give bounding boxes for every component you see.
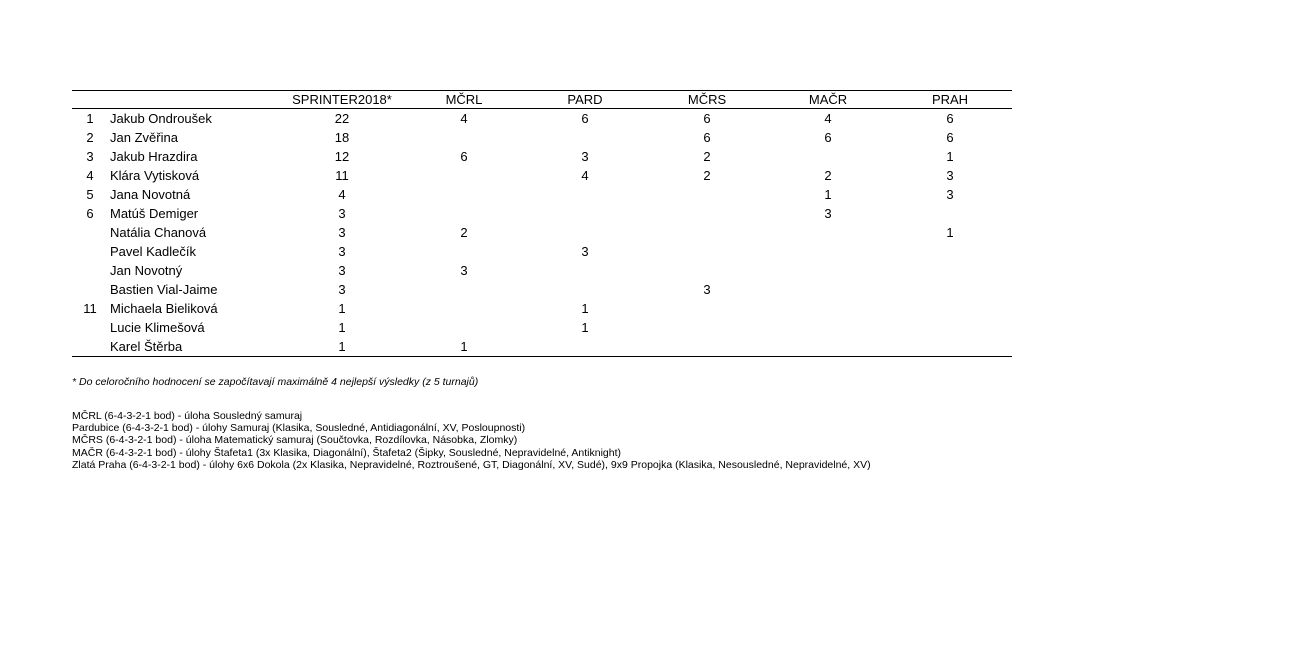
prah-cell: 6 <box>946 130 954 145</box>
mcrl-cell: 1 <box>460 339 468 354</box>
rank-cell <box>72 280 108 299</box>
mcrl-cell <box>404 242 524 261</box>
mcrs-cell <box>646 261 768 280</box>
macr-cell: 1 <box>824 187 832 202</box>
competitor-name: Jana Novotná <box>110 187 191 202</box>
standings-table <box>72 90 1012 357</box>
mcrs-cell <box>646 318 768 337</box>
mcrs-cell: 2 <box>703 168 711 183</box>
mcrs-cell: 3 <box>703 282 711 297</box>
mcrs-cell: 6 <box>703 130 711 145</box>
competitor-name: Michaela Bieliková <box>110 301 218 316</box>
legend-item-macr: MAČR (6-4-3-2-1 bod) - úlohy Štafeta1 (3x Klasika, Diagonální), Štafeta2 (Šipky, Sousledné, Nepravidelné, Antiknight) <box>72 446 621 459</box>
competitor-name: Matúš Demiger <box>110 206 199 221</box>
prah-cell: 1 <box>946 149 954 164</box>
table-row <box>72 204 1012 223</box>
total-cell: 3 <box>338 282 346 297</box>
mcrl-cell: 3 <box>460 263 468 278</box>
competitor-name: Klára Vytisková <box>110 168 200 183</box>
pard-cell: 3 <box>581 244 589 259</box>
prah-cell <box>888 242 1012 261</box>
table-row <box>72 166 1012 185</box>
rank-cell <box>72 223 108 242</box>
tournament-legend <box>72 410 871 471</box>
header-sprinter2018: SPRINTER2018* <box>280 91 404 109</box>
table-row <box>72 299 1012 318</box>
competitor-name: Jan Novotný <box>110 263 183 278</box>
competitor-name: Karel Štěrba <box>110 339 183 354</box>
macr-cell <box>768 318 888 337</box>
rank-cell: 3 <box>86 149 94 164</box>
macr-cell <box>768 337 888 357</box>
macr-cell <box>768 280 888 299</box>
total-cell: 1 <box>338 339 346 354</box>
pard-cell: 1 <box>581 320 589 335</box>
macr-cell: 4 <box>824 111 832 126</box>
rank-cell <box>72 318 108 337</box>
rank-cell <box>72 261 108 280</box>
mcrs-cell <box>646 299 768 318</box>
pard-cell: 4 <box>581 168 589 183</box>
total-cell: 22 <box>334 111 350 126</box>
prah-cell: 3 <box>946 168 954 183</box>
prah-cell <box>888 337 1012 357</box>
total-cell: 18 <box>334 130 350 145</box>
pard-cell <box>524 337 646 357</box>
mcrs-cell <box>646 242 768 261</box>
pard-cell <box>524 185 646 204</box>
mcrl-cell <box>404 128 524 147</box>
rank-cell: 6 <box>86 206 94 221</box>
table-row <box>72 128 1012 147</box>
rank-cell: 5 <box>86 187 94 202</box>
competitor-name: Pavel Kadlečík <box>110 244 196 259</box>
header-mcrs: MČRS <box>646 91 768 109</box>
macr-cell <box>768 261 888 280</box>
pard-cell <box>524 280 646 299</box>
mcrl-cell: 4 <box>460 111 468 126</box>
prah-cell: 1 <box>946 225 954 240</box>
legend-item-mcrl: MČRL (6-4-3-2-1 bod) - úloha Sousledný samuraj <box>72 410 303 422</box>
pard-cell <box>524 204 646 223</box>
competitor-name: Lucie Klimešová <box>110 320 205 335</box>
total-cell: 12 <box>334 149 350 164</box>
header-row <box>72 91 1012 109</box>
competitor-name: Bastien Vial-Jaime <box>110 282 218 297</box>
mcrl-cell <box>404 299 524 318</box>
legend-item-mcrs: MČRS (6-4-3-2-1 bod) - úloha Matematický samuraj (Součtovka, Rozdílovka, Násobka, Zlomky) <box>72 434 518 447</box>
rank-cell: 1 <box>86 111 94 126</box>
mcrs-cell <box>646 337 768 357</box>
competitor-name: Jakub Hrazdira <box>110 149 198 164</box>
header-rank <box>72 91 108 109</box>
rank-cell: 2 <box>86 130 94 145</box>
table-row <box>72 147 1012 166</box>
macr-cell <box>768 242 888 261</box>
prah-cell <box>888 261 1012 280</box>
macr-cell: 3 <box>824 206 832 221</box>
prah-cell: 6 <box>946 111 954 126</box>
mcrl-cell: 2 <box>460 225 468 240</box>
mcrs-cell <box>646 223 768 242</box>
macr-cell <box>768 299 888 318</box>
total-cell: 3 <box>338 225 346 240</box>
macr-cell <box>768 223 888 242</box>
header-prah: PRAH <box>888 91 1012 109</box>
pard-cell <box>524 128 646 147</box>
table-row <box>72 242 1012 261</box>
prah-cell <box>888 318 1012 337</box>
mcrs-cell <box>646 185 768 204</box>
legend-item-pardubice: Pardubice (6-4-3-2-1 bod) - úlohy Samuraj (Klasika, Sousledné, Antidiagonální, XV, Posloupnosti) <box>72 422 526 435</box>
table-row <box>72 109 1012 129</box>
prah-cell <box>888 299 1012 318</box>
competitor-name: Jakub Ondroušek <box>110 111 212 126</box>
prah-cell <box>888 204 1012 223</box>
total-cell: 3 <box>338 206 346 221</box>
mcrl-cell <box>404 166 524 185</box>
total-cell: 3 <box>338 244 346 259</box>
prah-cell <box>888 280 1012 299</box>
pard-cell: 1 <box>581 301 589 316</box>
pard-cell <box>524 261 646 280</box>
pard-cell: 6 <box>581 111 589 126</box>
table-row <box>72 261 1012 280</box>
mcrl-cell: 6 <box>460 149 468 164</box>
total-cell: 1 <box>338 301 346 316</box>
mcrs-cell: 2 <box>703 149 711 164</box>
mcrl-cell <box>404 185 524 204</box>
mcrs-cell <box>646 204 768 223</box>
rank-cell <box>72 337 108 357</box>
total-cell: 11 <box>335 168 349 183</box>
table-row <box>72 318 1012 337</box>
rank-cell <box>72 242 108 261</box>
total-cell: 4 <box>338 187 346 202</box>
macr-cell: 2 <box>824 168 832 183</box>
standings-body <box>72 109 1012 357</box>
competitor-name: Jan Zvěřina <box>110 130 178 145</box>
header-macr: MAČR <box>768 91 888 109</box>
footnote: * Do celoročního hodnocení se započítavají maximálně 4 nejlepší výsledky (z 5 turnajů) <box>72 376 479 388</box>
header-name <box>108 91 280 109</box>
table-row <box>72 280 1012 299</box>
competitor-name: Natália Chanová <box>110 225 207 240</box>
mcrs-cell: 6 <box>703 111 711 126</box>
total-cell: 3 <box>338 263 346 278</box>
table-row <box>72 337 1012 357</box>
header-pard: PARD <box>524 91 646 109</box>
pard-cell <box>524 223 646 242</box>
mcrl-cell <box>404 204 524 223</box>
prah-cell: 3 <box>946 187 954 202</box>
mcrl-cell <box>404 280 524 299</box>
table-row <box>72 185 1012 204</box>
legend-item-zlata-praha: Zlatá Praha (6-4-3-2-1 bod) - úlohy 6x6 Dokola (2x Klasika, Nepravidelné, Roztroušené, GT, Diagonální, XV, Sudé), 9x9 Propojka (Klasika, Nesousledné, Nepravidelné, XV) <box>72 458 871 471</box>
mcrl-cell <box>404 318 524 337</box>
macr-cell <box>768 147 888 166</box>
rank-cell: 4 <box>86 168 94 183</box>
header-mcrl: MČRL <box>404 91 524 109</box>
pard-cell: 3 <box>581 149 589 164</box>
total-cell: 1 <box>338 320 346 335</box>
rank-cell: 11 <box>83 301 97 316</box>
table-row <box>72 223 1012 242</box>
macr-cell: 6 <box>824 130 832 145</box>
